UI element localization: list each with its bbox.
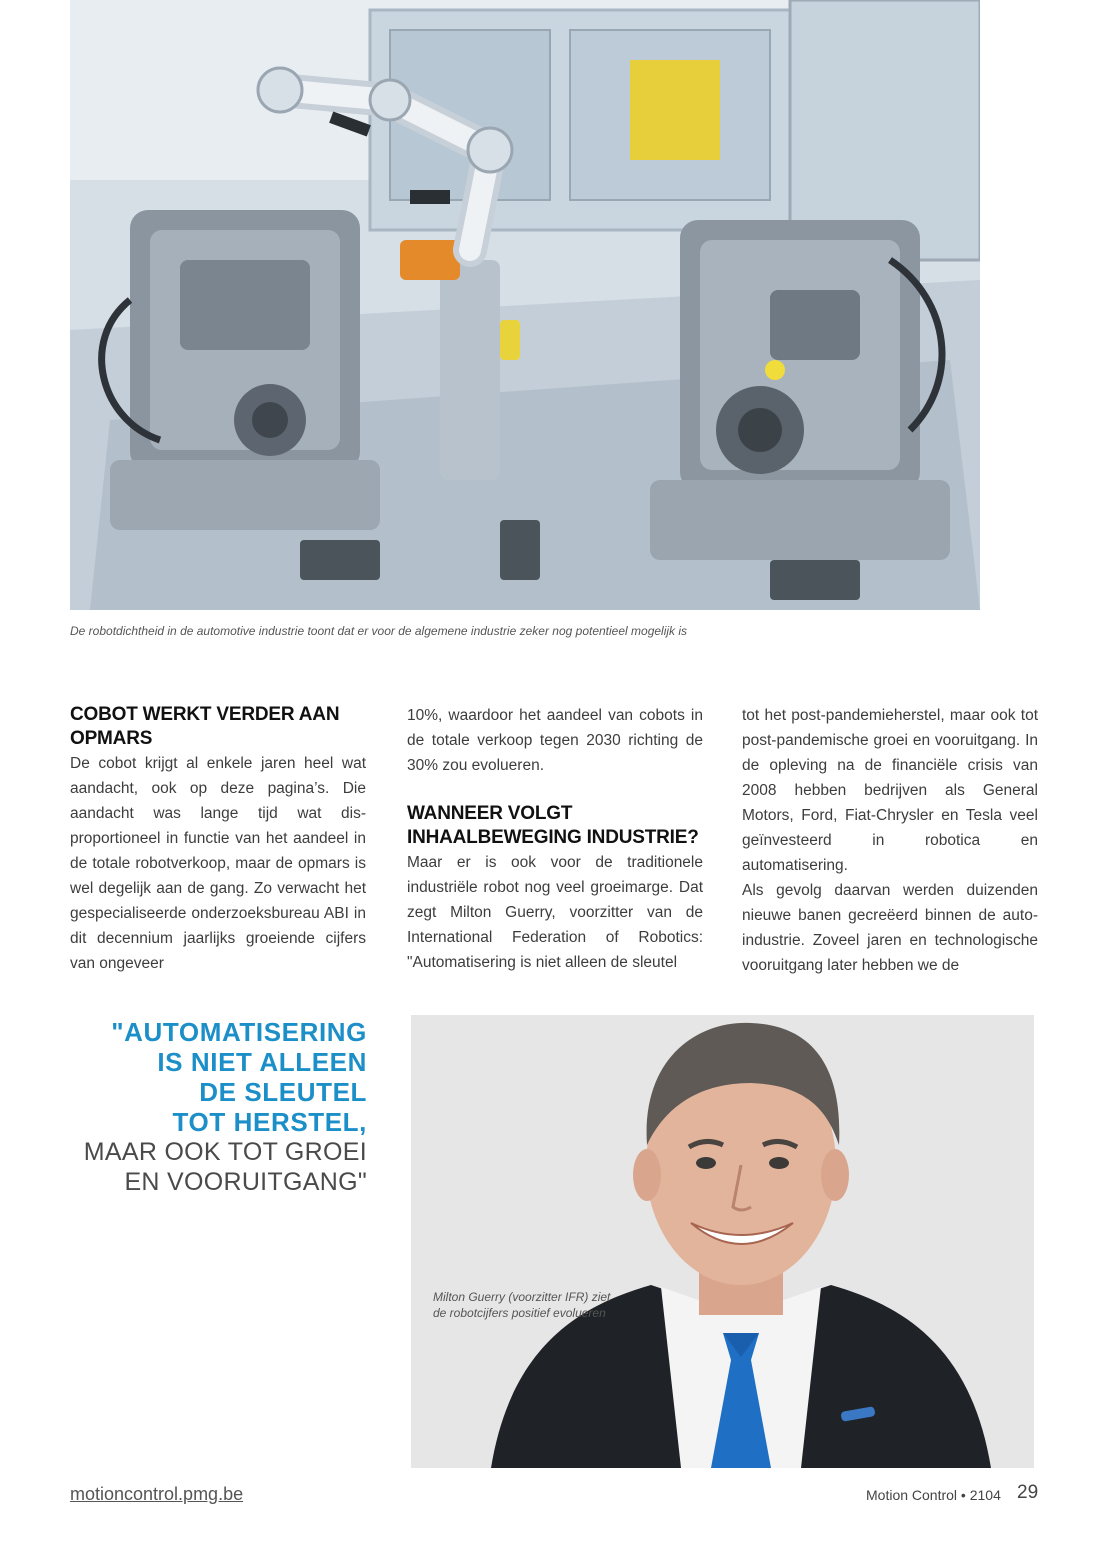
pull-quote-rest: MAAR OOK TOT GROEI EN VOORUITGANG" [83, 1138, 367, 1196]
section-heading-cobot: COBOT WERKT VERDER AAN OPMARS [70, 704, 340, 749]
pull-quote-highlight: "AUTOMATISERING IS NIET ALLEEN DE SLEUTEL TOT HERSTEL, [111, 1017, 367, 1137]
portrait-caption: Milton Guerry (voorzitter IFR) ziet de robotcijfers positief evolueren [433, 1290, 611, 1320]
hero-photo-illustration [70, 0, 980, 610]
portrait-photo [411, 1015, 1034, 1468]
pull-quote [70, 1017, 367, 1197]
portrait-illustration [411, 1015, 1034, 1468]
hero-photo [70, 0, 980, 610]
column-3-text-1: tot het post-pandemieherstel, maar ook tot post-pandemische groei en vooruitgang. In de opleving na de financiële crisis van 2008 hebben bedrijven als General Motors, Ford, Fiat-Chrysler en Tesla veel geïnvesteerd in robotica en automatisering. [742, 707, 1038, 874]
hero-caption: De robotdichtheid in de automotive industrie toont dat er voor de algemene industrie zeker nog potentieel mogelijk is [70, 624, 688, 638]
footer-publication: Motion Control • 2104 [866, 1487, 1001, 1503]
section-heading-inhaalbeweging: WANNEER VOLGT INHAALBEWEGING INDUSTRIE? [407, 803, 699, 848]
column-1-text: De cobot krijgt al enkele jaren heel wat aandacht, ook op deze pagina’s. Die aandacht was lange tijd wat disproportioneel in functie van het aandeel in de totale robotverkoop, maar de opmars is wel degelijk aan de gang. Zo verwacht het gespecialiseerde onderzoeksbureau ABI in dit decennium jaarlijks groeiende cijfers van ongeveer [70, 755, 366, 972]
column-3-text-2: Als gevolg daarvan werden duizenden nieuwe banen gecreëerd binnen de auto-industrie. Zoveel jaren en technologische vooruitgang later hebben we de [742, 882, 1038, 974]
column-2-text-top: 10%, waardoor het aandeel van cobots in de totale verkoop tegen 2030 richting de 30% zou evolueren. [407, 707, 703, 774]
footer-website-link[interactable]: motioncontrol.pmg.be [70, 1484, 244, 1504]
article-column-3 [742, 703, 1038, 978]
article-column-1 [70, 703, 366, 976]
column-2-text: Maar er is ook voor de traditionele industriële robot nog veel groeimarge. Dat zegt Milton Guerry, voorzitter van de International Federation of Robotics: "Automatisering is niet alleen de sleutel [407, 854, 703, 971]
article-column-2 [407, 703, 703, 975]
page-number: 29 [1017, 1482, 1039, 1503]
